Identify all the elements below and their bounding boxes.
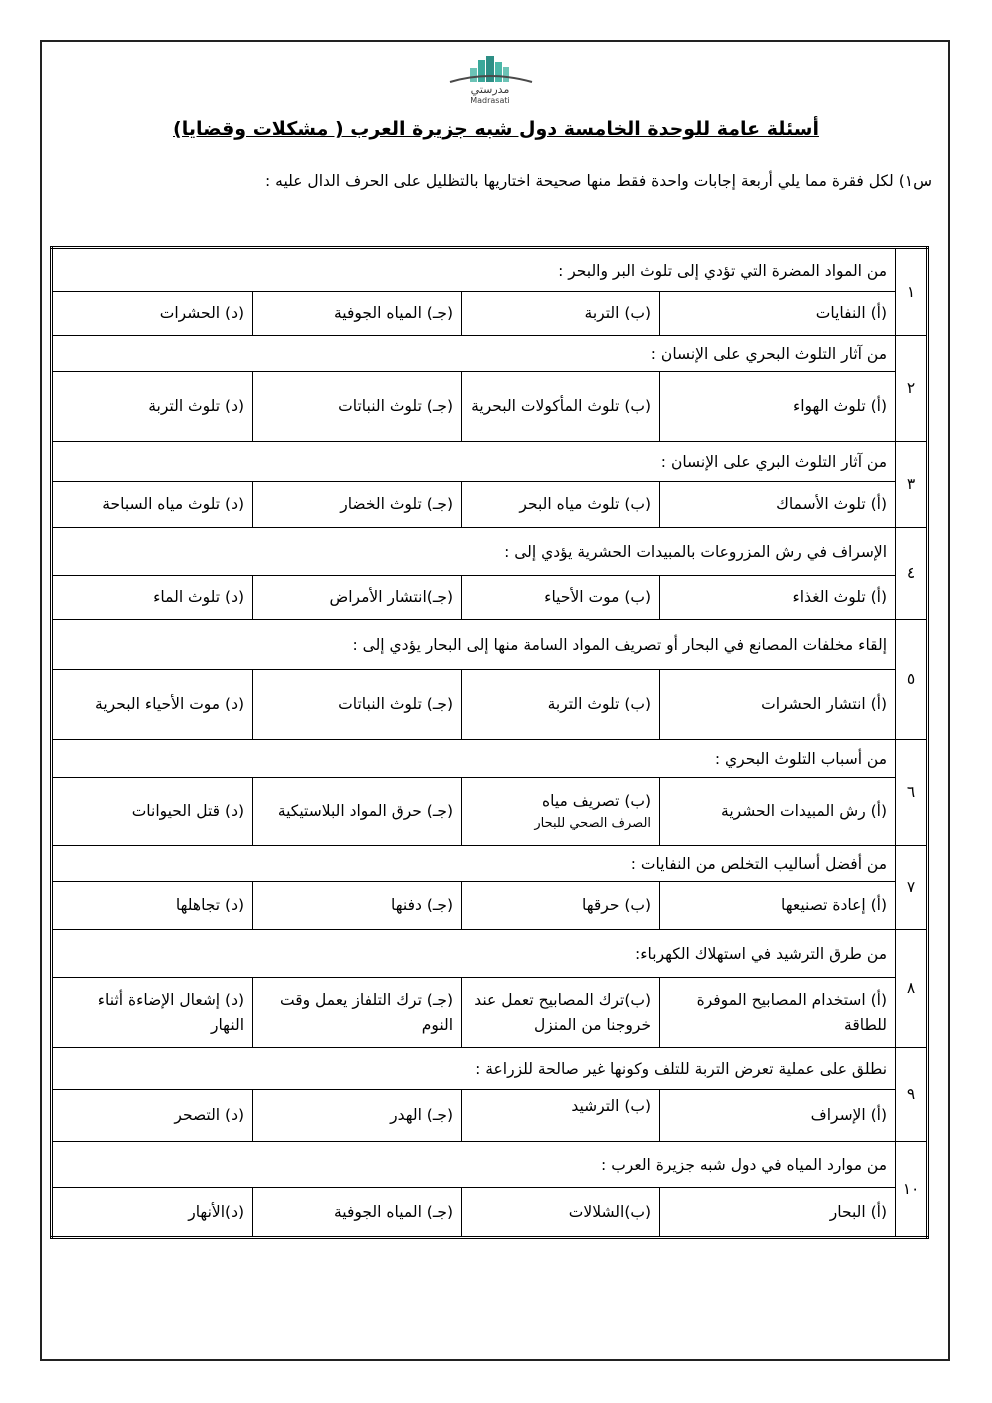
option-b-extra: الصرف الصحي للبحار xyxy=(534,815,652,831)
option-b-text: (ب) تصريف مياه xyxy=(542,791,652,810)
question-number: ٤ xyxy=(896,528,928,620)
option-a[interactable]: (أ) إعادة تصنيعها xyxy=(660,882,896,930)
questions-table xyxy=(50,246,929,1239)
question-number: ٣ xyxy=(896,442,928,528)
option-c[interactable]: (جـ) حرق المواد البلاستيكية xyxy=(253,778,462,846)
option-a[interactable]: (أ) استخدام المصابيح الموفرة للطاقة xyxy=(660,978,896,1048)
options-row xyxy=(52,670,928,740)
option-c[interactable]: (جـ) ترك التلفاز يعمل وقت النوم xyxy=(253,978,462,1048)
svg-text:مدرستي: مدرستي xyxy=(470,83,510,96)
option-c[interactable]: (جـ) المياه الجوفية xyxy=(253,1188,462,1238)
options-row xyxy=(52,882,928,930)
question-row xyxy=(52,336,928,372)
question-row xyxy=(52,528,928,576)
option-b[interactable]: (ب) تلوث المأكولات البحرية xyxy=(462,372,660,442)
options-row xyxy=(52,1188,928,1238)
option-b[interactable]: (ب) تلوث التربة xyxy=(462,670,660,740)
question-number: ٧ xyxy=(896,846,928,930)
question-text: من المواد المضرة التي تؤدي إلى تلوث البر والبحر : xyxy=(52,248,896,292)
option-c[interactable]: (جـ) الهدر xyxy=(253,1090,462,1142)
option-c[interactable]: (جـ) تلوث الخضار xyxy=(253,482,462,528)
question-text: الإسراف في رش المزروعات بالمبيدات الحشرية يؤدي إلى : xyxy=(52,528,896,576)
option-d[interactable]: (د)الأنهار xyxy=(52,1188,253,1238)
options-row xyxy=(52,778,928,846)
option-c[interactable]: (جـ) تلوث النباتات xyxy=(253,670,462,740)
option-d[interactable]: (د) التصحر xyxy=(52,1090,253,1142)
option-c[interactable]: (جـ) دفنها xyxy=(253,882,462,930)
options-row xyxy=(52,372,928,442)
question-text: من آثار التلوث البري على الإنسان : xyxy=(52,442,896,482)
option-a[interactable]: (أ) البحار xyxy=(660,1188,896,1238)
svg-text:Madrasati: Madrasati xyxy=(470,96,510,104)
question-row xyxy=(52,620,928,670)
question-number: ٦ xyxy=(896,740,928,846)
options-row xyxy=(52,482,928,528)
option-a[interactable]: (أ) النفايات xyxy=(660,292,896,336)
question-text: من طرق الترشيد في استهلاك الكهرباء: xyxy=(52,930,896,978)
instruction-text: س١) لكل فقرة مما يلي أربعة إجابات واحدة فقط منها صحيحة اختاريها بالتظليل على الحرف الدال عليه : xyxy=(264,172,932,190)
option-d[interactable]: (د) تلوث الماء xyxy=(52,576,253,620)
question-text: نطلق على عملية تعرض التربة للتلف وكونها غير صالحة للزراعة : xyxy=(52,1048,896,1090)
question-text: إلقاء مخلفات المصانع في البحار أو تصريف المواد السامة منها إلى البحار يؤدي إلى : xyxy=(52,620,896,670)
question-number: ٩ xyxy=(896,1048,928,1142)
madrasati-logo xyxy=(440,52,540,104)
option-d[interactable]: (د) الحشرات xyxy=(52,292,253,336)
page-title: أسئلة عامة للوحدة الخامسة دول شبه جزيرة العرب ( مشكلات وقضايا) xyxy=(173,118,819,140)
option-c[interactable]: (جـ) تلوث النباتات xyxy=(253,372,462,442)
options-row xyxy=(52,978,928,1048)
question-text: من آثار التلوث البحري على الإنسان : xyxy=(52,336,896,372)
question-text: من أسباب التلوث البحري : xyxy=(52,740,896,778)
option-d[interactable]: (د) تجاهلها xyxy=(52,882,253,930)
option-a[interactable]: (أ) الإسراف xyxy=(660,1090,896,1142)
option-c[interactable]: (جـ)انتشار الأمراض xyxy=(253,576,462,620)
option-a[interactable]: (أ) تلوث الغذاء xyxy=(660,576,896,620)
question-number: ٢ xyxy=(896,336,928,442)
question-row xyxy=(52,1142,928,1188)
question-row xyxy=(52,1048,928,1090)
option-d[interactable]: (د) موت الأحياء البحرية xyxy=(52,670,253,740)
option-b[interactable]: (ب) التربة xyxy=(462,292,660,336)
question-row xyxy=(52,248,928,292)
option-b[interactable]: (ب)الشلالات xyxy=(462,1188,660,1238)
option-b[interactable]: (ب) الترشيد xyxy=(462,1090,660,1142)
option-b[interactable]: (ب) تلوث مياه البحر xyxy=(462,482,660,528)
option-d[interactable]: (د) تلوث مياه السباحة xyxy=(52,482,253,528)
question-number: ١ xyxy=(896,248,928,336)
question-row xyxy=(52,442,928,482)
option-a[interactable]: (أ) انتشار الحشرات xyxy=(660,670,896,740)
option-d[interactable]: (د) إشعال الإضاءة أثناء النهار xyxy=(52,978,253,1048)
option-d[interactable]: (د) تلوث التربة xyxy=(52,372,253,442)
option-b[interactable]: (ب) حرقها xyxy=(462,882,660,930)
option-a[interactable]: (أ) تلوث الأسماك xyxy=(660,482,896,528)
option-b[interactable]: (ب) موت الأحياء xyxy=(462,576,660,620)
option-b[interactable]: (ب)ترك المصابيح تعمل عند خروجنا من المنزل xyxy=(462,978,660,1048)
option-a[interactable]: (أ) رش المبيدات الحشرية xyxy=(660,778,896,846)
question-text: من موارد المياه في دول شبه جزيرة العرب : xyxy=(52,1142,896,1188)
option-b[interactable] xyxy=(462,778,660,846)
question-number: ١٠ xyxy=(896,1142,928,1238)
options-row xyxy=(52,1090,928,1142)
options-row xyxy=(52,292,928,336)
options-row xyxy=(52,576,928,620)
question-row xyxy=(52,846,928,882)
question-row xyxy=(52,930,928,978)
question-number: ٨ xyxy=(896,930,928,1048)
option-c[interactable]: (جـ) المياه الجوفية xyxy=(253,292,462,336)
option-a[interactable]: (أ) تلوث الهواء xyxy=(660,372,896,442)
question-text: من أفضل أساليب التخلص من النفايات : xyxy=(52,846,896,882)
question-number: ٥ xyxy=(896,620,928,740)
question-row xyxy=(52,740,928,778)
option-d[interactable]: (د) قتل الحيوانات xyxy=(52,778,253,846)
